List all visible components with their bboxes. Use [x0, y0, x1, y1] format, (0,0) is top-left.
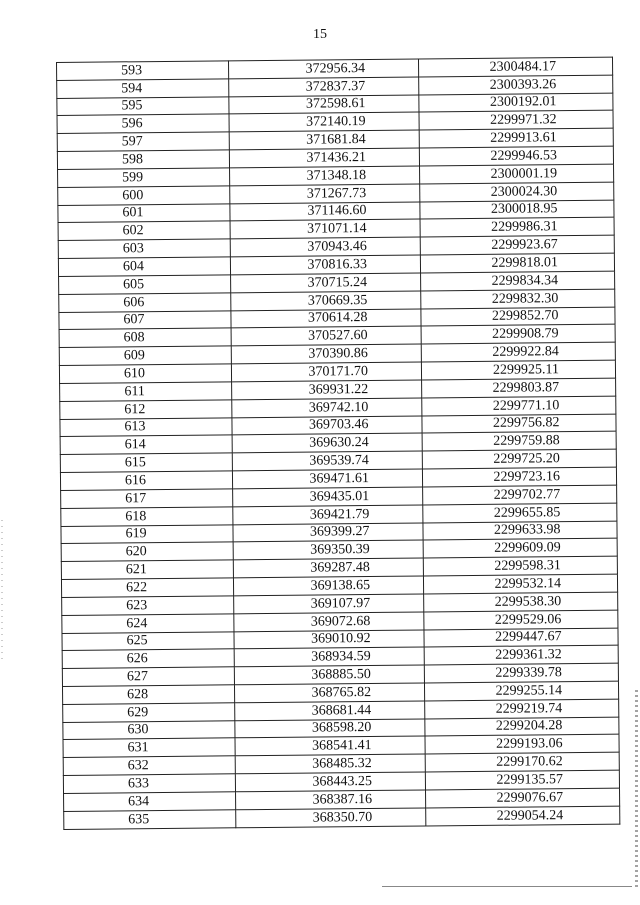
- y-coordinate-cell: 2299971.32: [419, 111, 613, 131]
- x-coordinate-cell: 370816.33: [230, 255, 420, 275]
- y-coordinate-cell: 2300192.01: [419, 93, 613, 113]
- point-number-cell: 627: [62, 667, 234, 686]
- y-coordinate-cell: 2299803.87: [422, 378, 616, 398]
- x-coordinate-cell: 368598.20: [235, 719, 425, 739]
- y-coordinate-cell: 2299922.84: [421, 342, 615, 362]
- point-number-cell: 635: [64, 810, 236, 830]
- x-coordinate-cell: 369539.74: [232, 451, 422, 471]
- coordinates-table: [56, 57, 620, 830]
- y-coordinate-cell: 2299204.28: [425, 717, 619, 737]
- x-coordinate-cell: 368387.16: [236, 790, 426, 810]
- x-coordinate-cell: 371348.18: [230, 166, 420, 186]
- x-coordinate-cell: 369010.92: [234, 629, 424, 649]
- point-number-cell: 599: [58, 168, 230, 187]
- x-coordinate-cell: 369138.65: [233, 576, 423, 596]
- scan-edge-artifact: [635, 690, 638, 890]
- y-coordinate-cell: 2299255.14: [424, 681, 618, 701]
- y-coordinate-cell: 2299986.31: [420, 218, 614, 238]
- y-coordinate-cell: 2299925.11: [421, 360, 615, 380]
- point-number-cell: 615: [60, 453, 232, 472]
- x-coordinate-cell: 371436.21: [229, 148, 419, 168]
- y-coordinate-cell: 2300393.26: [419, 75, 613, 95]
- x-coordinate-cell: 369703.46: [232, 416, 422, 436]
- point-number-cell: 628: [62, 685, 234, 704]
- x-coordinate-cell: 372837.37: [229, 77, 419, 97]
- point-number-cell: 616: [60, 471, 232, 490]
- y-coordinate-cell: 2299447.67: [424, 628, 618, 648]
- y-coordinate-cell: 2299193.06: [425, 735, 619, 755]
- x-coordinate-cell: 369072.68: [234, 612, 424, 632]
- point-number-cell: 613: [60, 417, 232, 436]
- y-coordinate-cell: 2299598.31: [423, 556, 617, 576]
- coordinates-table-body: [57, 57, 620, 829]
- x-coordinate-cell: 368541.41: [235, 736, 425, 756]
- x-coordinate-cell: 370669.35: [231, 291, 421, 311]
- point-number-cell: 603: [58, 239, 230, 258]
- x-coordinate-cell: 370171.70: [231, 362, 421, 382]
- x-coordinate-cell: 369350.39: [233, 540, 423, 560]
- page-number: 15: [313, 27, 327, 42]
- x-coordinate-cell: 369399.27: [233, 523, 423, 543]
- y-coordinate-cell: 2299219.74: [425, 699, 619, 719]
- point-number-cell: 611: [60, 382, 232, 401]
- y-coordinate-cell: 2299135.57: [425, 770, 619, 790]
- y-coordinate-cell: 2299339.78: [424, 663, 618, 683]
- x-coordinate-cell: 370527.60: [231, 326, 421, 346]
- point-number-cell: 607: [59, 310, 231, 329]
- point-number-cell: 618: [61, 507, 233, 526]
- y-coordinate-cell: 2299723.16: [422, 467, 616, 487]
- x-coordinate-cell: 370715.24: [231, 273, 421, 293]
- y-coordinate-cell: 2299054.24: [426, 806, 620, 826]
- point-number-cell: 594: [57, 79, 229, 98]
- point-number-cell: 625: [62, 631, 234, 650]
- point-number-cell: 598: [57, 150, 229, 169]
- y-coordinate-cell: 2299538.30: [424, 592, 618, 612]
- x-coordinate-cell: 368765.82: [234, 683, 424, 703]
- y-coordinate-cell: 2299923.67: [420, 235, 614, 255]
- y-coordinate-cell: 2299170.62: [425, 752, 619, 772]
- point-number-cell: 619: [61, 524, 233, 543]
- x-coordinate-cell: 369287.48: [233, 558, 423, 578]
- y-coordinate-cell: 2299946.53: [419, 146, 613, 166]
- y-coordinate-cell: 2299361.32: [424, 645, 618, 665]
- scan-edge-artifact-left: [1, 520, 3, 660]
- y-coordinate-cell: 2299655.85: [423, 503, 617, 523]
- y-coordinate-cell: 2299818.01: [420, 253, 614, 273]
- y-coordinate-cell: 2299834.34: [421, 271, 615, 291]
- point-number-cell: 597: [57, 132, 229, 151]
- point-number-cell: 634: [64, 792, 236, 811]
- y-coordinate-cell: 2299759.88: [422, 432, 616, 452]
- x-coordinate-cell: 371071.14: [230, 219, 420, 239]
- point-number-cell: 608: [59, 328, 231, 347]
- x-coordinate-cell: 369471.61: [232, 469, 422, 489]
- y-coordinate-cell: 2299529.06: [424, 610, 618, 630]
- y-coordinate-cell: 2299832.30: [421, 289, 615, 309]
- point-number-cell: 595: [57, 96, 229, 115]
- y-coordinate-cell: 2299532.14: [423, 574, 617, 594]
- x-coordinate-cell: 368681.44: [235, 701, 425, 721]
- point-number-cell: 631: [63, 738, 235, 757]
- y-coordinate-cell: 2300001.19: [420, 164, 614, 184]
- point-number-cell: 612: [60, 400, 232, 419]
- point-number-cell: 622: [61, 578, 233, 597]
- point-number-cell: 602: [58, 221, 230, 240]
- x-coordinate-cell: 371267.73: [230, 184, 420, 204]
- x-coordinate-cell: 368350.70: [236, 808, 426, 828]
- x-coordinate-cell: 372956.34: [228, 59, 418, 79]
- point-number-cell: 620: [61, 542, 233, 561]
- footer-rule: [382, 886, 632, 887]
- point-number-cell: 624: [62, 613, 234, 632]
- y-coordinate-cell: 2300024.30: [420, 182, 614, 202]
- x-coordinate-cell: 369742.10: [232, 398, 422, 418]
- y-coordinate-cell: 2299756.82: [422, 414, 616, 434]
- point-number-cell: 621: [61, 560, 233, 579]
- point-number-cell: 596: [57, 114, 229, 133]
- point-number-cell: 593: [57, 61, 229, 80]
- y-coordinate-cell: 2299852.70: [421, 307, 615, 327]
- x-coordinate-cell: 368934.59: [234, 647, 424, 667]
- point-number-cell: 633: [63, 774, 235, 793]
- x-coordinate-cell: 368443.25: [235, 772, 425, 792]
- y-coordinate-cell: 2300484.17: [418, 57, 612, 77]
- y-coordinate-cell: 2299908.79: [421, 325, 615, 345]
- x-coordinate-cell: 371146.60: [230, 202, 420, 222]
- x-coordinate-cell: 369107.97: [234, 594, 424, 614]
- point-number-cell: 626: [62, 649, 234, 668]
- point-number-cell: 601: [58, 203, 230, 222]
- y-coordinate-cell: 2299609.09: [423, 538, 617, 558]
- x-coordinate-cell: 370614.28: [231, 309, 421, 329]
- y-coordinate-cell: 2299633.98: [423, 521, 617, 541]
- x-coordinate-cell: 372140.19: [229, 113, 419, 133]
- point-number-cell: 623: [62, 596, 234, 615]
- y-coordinate-cell: 2299913.61: [419, 128, 613, 148]
- point-number-cell: 609: [59, 346, 231, 365]
- y-coordinate-cell: 2299702.77: [423, 485, 617, 505]
- point-number-cell: 630: [63, 720, 235, 739]
- x-coordinate-cell: 368485.32: [235, 754, 425, 774]
- y-coordinate-cell: 2300018.95: [420, 200, 614, 220]
- x-coordinate-cell: 371681.84: [229, 130, 419, 150]
- point-number-cell: 614: [60, 435, 232, 454]
- point-number-cell: 605: [59, 275, 231, 294]
- y-coordinate-cell: 2299771.10: [422, 396, 616, 416]
- x-coordinate-cell: 369435.01: [233, 487, 423, 507]
- x-coordinate-cell: 370943.46: [230, 237, 420, 257]
- point-number-cell: 629: [63, 703, 235, 722]
- x-coordinate-cell: 372598.61: [229, 95, 419, 115]
- point-number-cell: 617: [61, 489, 233, 508]
- point-number-cell: 604: [58, 257, 230, 276]
- y-coordinate-cell: 2299725.20: [422, 449, 616, 469]
- x-coordinate-cell: 370390.86: [231, 344, 421, 364]
- point-number-cell: 610: [59, 364, 231, 383]
- y-coordinate-cell: 2299076.67: [426, 788, 620, 808]
- point-number-cell: 632: [63, 756, 235, 775]
- x-coordinate-cell: 369630.24: [232, 433, 422, 453]
- point-number-cell: 600: [58, 186, 230, 205]
- point-number-cell: 606: [59, 293, 231, 312]
- x-coordinate-cell: 369421.79: [233, 505, 423, 525]
- x-coordinate-cell: 369931.22: [232, 380, 422, 400]
- x-coordinate-cell: 368885.50: [234, 665, 424, 685]
